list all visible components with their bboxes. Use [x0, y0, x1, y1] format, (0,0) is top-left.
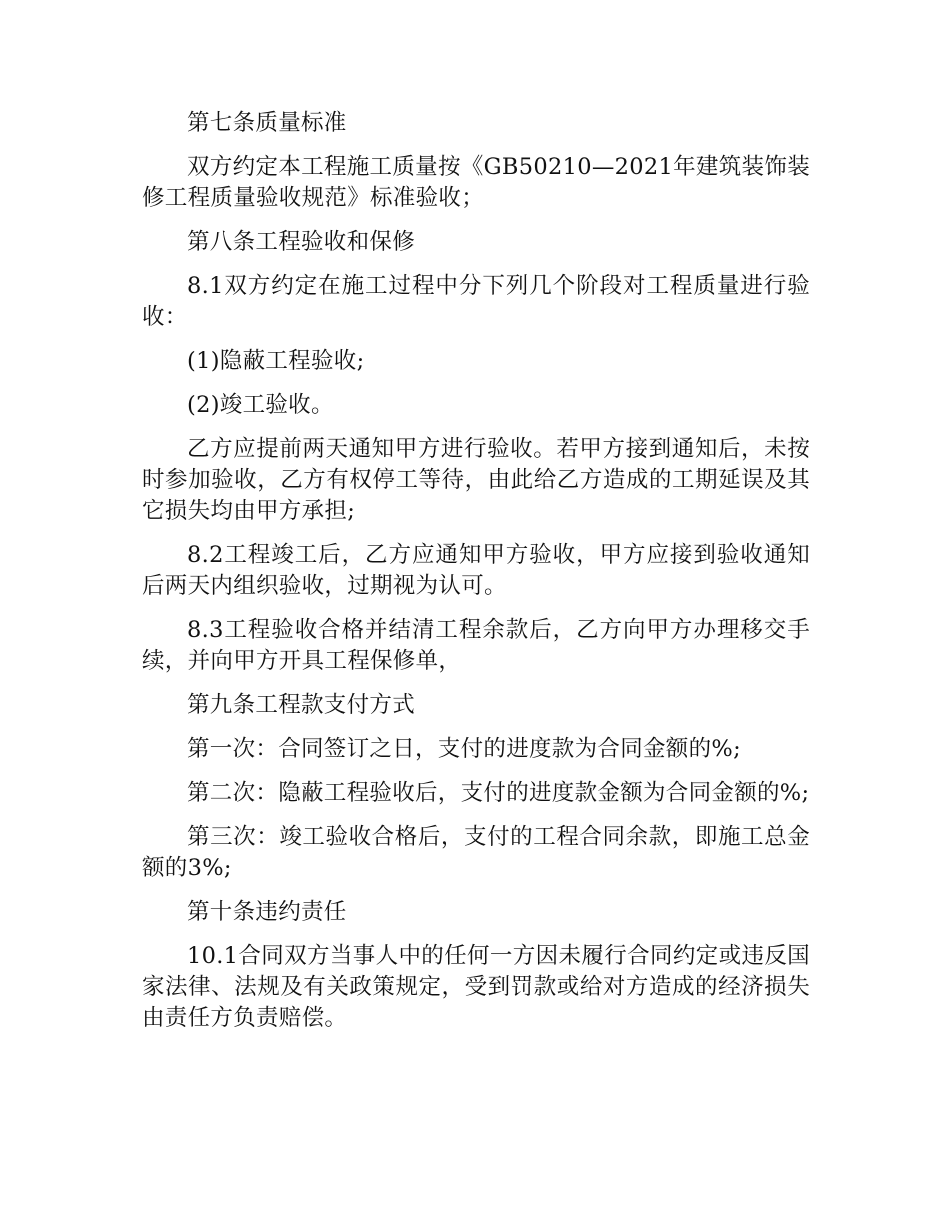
document-page: [142, 108, 810, 1047]
paragraph-clause-10-1: 10.1合同双方当事人中的任何一方因未履行合同约定或违反国家法律、法规及有关政策规定，受到罚款或给对方造成的经济损失由责任方负责赔偿。: [142, 943, 810, 1031]
paragraph-clause-8-1: 8.1双方约定在施工过程中分下列几个阶段对工程质量进行验收：: [142, 273, 810, 330]
paragraph-payment-second: 第二次：隐蔽工程验收后，支付的进度款金额为合同金额的%;: [187, 780, 810, 806]
section-heading-quality-standard: 第七条质量标准: [187, 110, 347, 136]
paragraph-payment-third: 第三次：竣工验收合格后，支付的工程合同余款，即施工总金额的3%;: [142, 824, 810, 881]
section-heading-acceptance-warranty: 第八条工程验收和保修: [187, 229, 416, 255]
paragraph-clause-8-3: 8.3工程验收合格并结清工程余款后，乙方向甲方办理移交手续，并向甲方开具工程保修单，: [142, 617, 810, 674]
paragraph-clause-8-2: 8.2工程竣工后，乙方应通知甲方验收，甲方应接到验收通知后两天内组织验收，过期视为认可。: [142, 542, 810, 599]
paragraph-payment-first: 第一次：合同签订之日，支付的进度款为合同金额的%;: [187, 736, 741, 762]
paragraph-acceptance-notice: 乙方应提前两天通知甲方进行验收。若甲方接到通知后，未按时参加验收，乙方有权停工等待，由此给乙方造成的工期延误及其它损失均由甲方承担;: [142, 436, 810, 524]
section-heading-payment-method: 第九条工程款支付方式: [187, 692, 416, 718]
list-item-concealed-work-acceptance: (1)隐蔽工程验收;: [187, 348, 365, 374]
list-item-completion-acceptance: (2)竣工验收。: [187, 392, 334, 418]
paragraph-quality-standard-body: 双方约定本工程施工质量按《GB50210—2021年建筑装饰装修工程质量验收规范》标准验收；: [142, 154, 810, 211]
section-heading-breach-liability: 第十条违约责任: [187, 899, 347, 925]
